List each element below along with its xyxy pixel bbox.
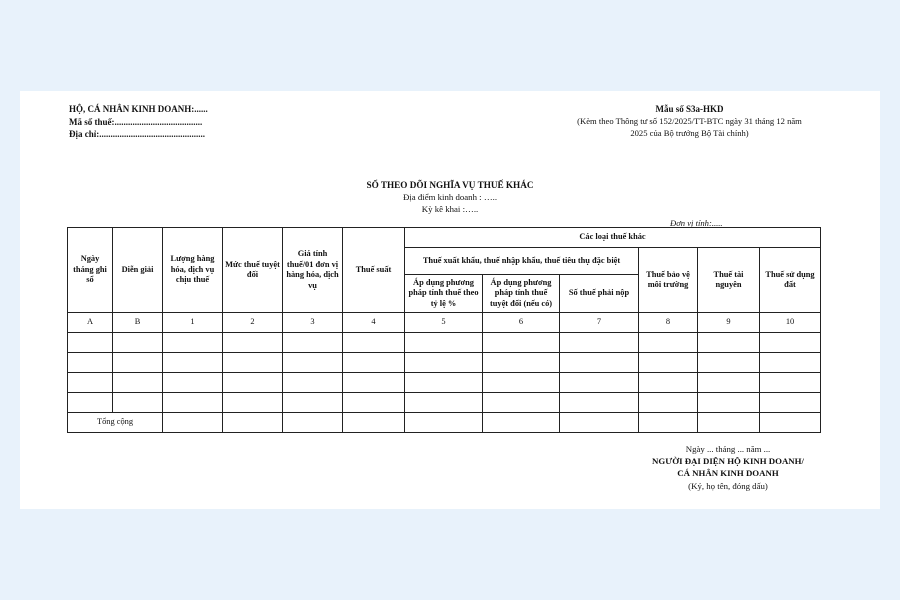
total-row [68, 413, 821, 433]
business-location: Địa điểm kinh doanh : ….. [402, 192, 498, 203]
other-taxes-header: Các loại thuế khác [405, 228, 821, 248]
document-title: SỔ THEO DÕI NGHĨA VỤ THUẾ KHÁC [366, 180, 534, 190]
column-code: 6 [483, 313, 560, 333]
col-environment-tax-header: Thuế bảo vệ môi trường [639, 248, 698, 313]
column-code: 2 [223, 313, 283, 333]
column-code: 1 [163, 313, 223, 333]
unit-label: Đơn vị tính:..... [670, 218, 723, 228]
form-note-line1: (Kèm theo Thông tư số 152/2025/TT-BTC ngày 31 tháng 12 năm [577, 116, 802, 126]
column-code: 7 [560, 313, 639, 333]
table-row [68, 373, 821, 393]
signer-title-line2: CÁ NHÂN KINH DOANH [677, 468, 779, 479]
document-page [20, 91, 880, 509]
column-code: 3 [283, 313, 343, 333]
col-tax-payable-header: Số thuế phải nộp [560, 275, 639, 313]
form-number: Mẫu số S3a-HKD [655, 104, 724, 114]
signature-block [630, 443, 826, 492]
column-code: 4 [343, 313, 405, 333]
column-code: A [68, 313, 113, 333]
col-absolute-method-header: Áp dụng phương pháp tính thuế tuyệt đối (nếu có) [483, 275, 560, 313]
column-code: 8 [639, 313, 698, 333]
business-name-line: HỘ, CÁ NHÂN KINH DOANH:...... [69, 104, 208, 114]
table-row [68, 393, 821, 413]
business-info [69, 103, 208, 141]
col-unit-price-header: Giá tính thuế/01 đơn vị hàng hóa, dịch vụ [283, 228, 343, 313]
form-reference [540, 103, 839, 139]
col-quantity-header: Lượng hàng hóa, dịch vụ chịu thuế [163, 228, 223, 313]
col-land-use-tax-header: Thuế sử dụng đất [760, 248, 821, 313]
col-resource-tax-header: Thuế tài nguyên [698, 248, 760, 313]
column-code: 10 [760, 313, 821, 333]
tax-ledger-table [67, 227, 821, 433]
col-date-header: Ngày tháng ghi sổ [68, 228, 113, 313]
tax-code-line: Mã số thuế:....................................... [69, 116, 203, 127]
address-line: Địa chỉ:............................................... [69, 129, 205, 139]
col-percentage-method-header: Áp dụng phương pháp tính thuế theo tỷ lệ % [405, 275, 483, 313]
total-label: Tổng cộng [68, 413, 163, 433]
col-absolute-rate-header: Mức thuế tuyệt đối [223, 228, 283, 313]
import-export-excise-header: Thuế xuất khẩu, thuế nhập khẩu, thuế tiêu thụ đặc biệt [405, 248, 639, 275]
declaration-period: Kỳ kê khai :….. [421, 204, 479, 215]
table-row [68, 353, 821, 373]
column-code-row [68, 313, 821, 333]
column-code: B [113, 313, 163, 333]
table-row [68, 333, 821, 353]
column-code: 9 [698, 313, 760, 333]
col-tax-rate-header: Thuế suất [343, 228, 405, 313]
signature-note: (Ký, họ tên, đóng dấu) [688, 480, 768, 491]
signer-title-line1: NGƯỜI ĐẠI DIỆN HỘ KINH DOANH/ [652, 456, 804, 467]
col-description-header: Diễn giải [113, 228, 163, 313]
form-note-line2: 2025 của Bộ trưởng Bộ Tài chính) [630, 128, 749, 138]
column-code: 5 [405, 313, 483, 333]
title-block [20, 179, 880, 216]
signature-date: Ngày ... tháng ... năm ... [685, 444, 771, 454]
